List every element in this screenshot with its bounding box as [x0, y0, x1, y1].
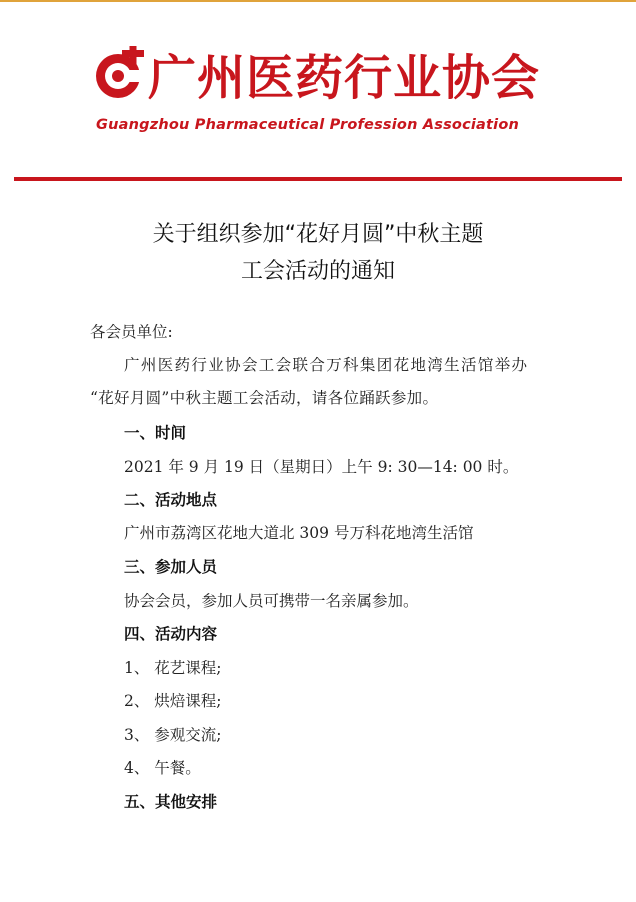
- list-item: 2、 烘焙课程;: [124, 692, 222, 710]
- section-heading-participants: 三、参加人员: [124, 558, 218, 576]
- document-title-line-2: 工会活动的通知: [240, 259, 395, 284]
- pharma-association-logo-icon: [92, 46, 148, 102]
- list-item: 3、 参观交流;: [124, 726, 222, 744]
- org-name-english: Guangzhou Pharmaceutical Profession Association: [96, 117, 520, 133]
- org-name-chinese: 广州医药行业协会: [148, 50, 541, 106]
- top-border-rule: [0, 0, 636, 2]
- list-item: 4、 午餐。: [124, 759, 201, 777]
- salutation: 各会员单位:: [90, 323, 173, 341]
- document-title-line-1: 关于组织参加“花好月圆”中秋主题: [152, 222, 484, 247]
- section-heading-venue: 二、活动地点: [124, 491, 218, 509]
- intro-paragraph-line-2: “花好月圆”中秋主题工会活动，请各位踊跃参加。: [90, 389, 439, 407]
- section-heading-time: 一、时间: [124, 424, 187, 442]
- section-heading-other: 五、其他安排: [124, 793, 218, 811]
- list-item: 1、 花艺课程;: [124, 659, 222, 677]
- header-divider: [14, 177, 622, 181]
- section-body-participants: 协会会员，参加人员可携带一名亲属参加。: [124, 592, 419, 610]
- intro-paragraph-line-1: 广州医药行业协会工会联合万科集团花地湾生活馆举办: [124, 356, 529, 374]
- section-body-venue: 广州市荔湾区花地大道北 309 号万科花地湾生活馆: [124, 524, 474, 542]
- section-body-time: 2021 年 9 月 19 日（星期日）上午 9: 30—14: 00 时。: [124, 458, 519, 476]
- section-heading-content: 四、活动内容: [124, 625, 218, 643]
